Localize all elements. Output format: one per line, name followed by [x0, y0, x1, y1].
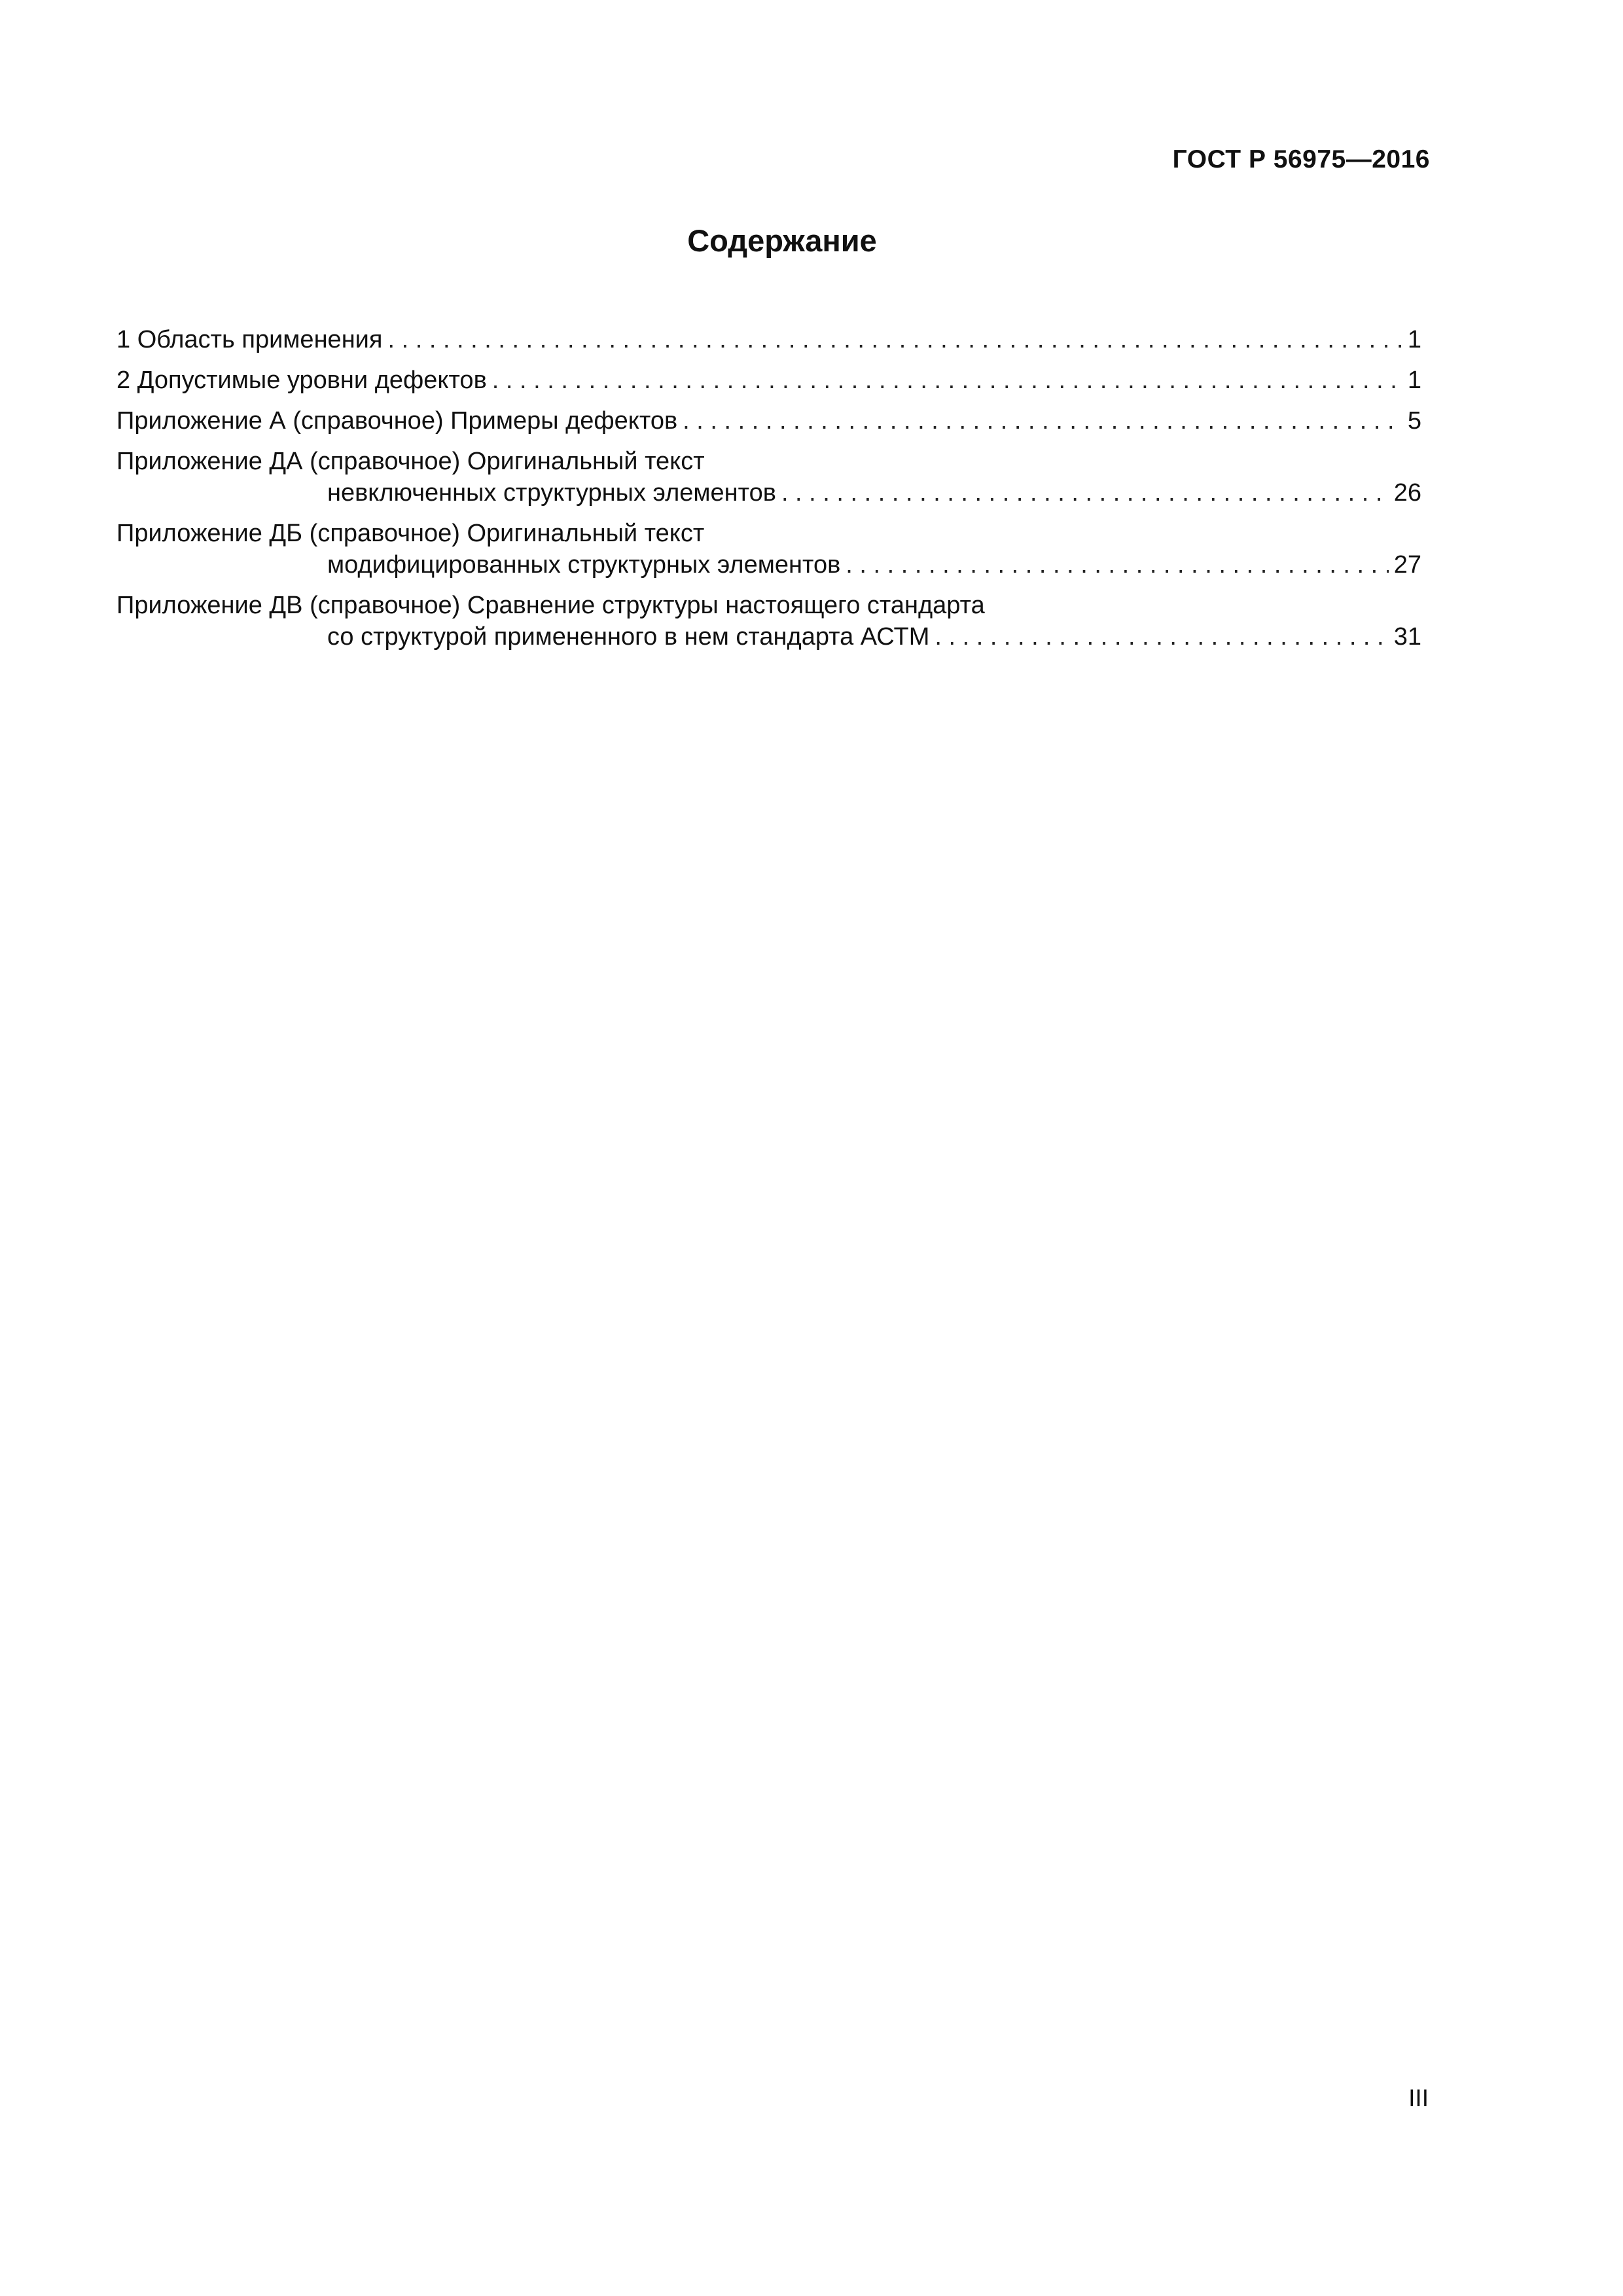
toc-entry-page: 26 — [1393, 479, 1421, 507]
dot-leader — [683, 405, 1402, 437]
toc-entry-appendix-a[interactable] — [116, 405, 1421, 437]
toc-entry-page: 5 — [1407, 407, 1421, 435]
page-number: III — [1408, 2085, 1429, 2111]
toc-entry-text-continued: невключенных структурных элементов — [327, 479, 776, 507]
dot-leader — [846, 549, 1388, 581]
toc-entry-defect-levels[interactable] — [116, 365, 1421, 396]
dot-leader — [492, 365, 1402, 396]
toc-entry-scope[interactable] — [116, 324, 1421, 355]
toc-entry-appendix-db[interactable] — [116, 518, 1421, 581]
toc-entry-text: Приложение ДВ (справочное) Сравнение структуры настоящего стандарта — [116, 592, 985, 619]
toc-entry-text-continued: со структурой примененного в нем стандарта АСТМ — [327, 623, 930, 651]
toc-entry-text: 2 Допустимые уровни дефектов — [116, 367, 487, 394]
toc-entry-page: 1 — [1407, 326, 1421, 353]
toc-title: Содержание — [687, 223, 877, 258]
dot-leader — [935, 621, 1388, 653]
toc-entry-page: 27 — [1393, 551, 1421, 579]
toc-entry-appendix-dv[interactable] — [116, 590, 1421, 653]
toc-entry-text: Приложение ДБ (справочное) Оригинальный текст — [116, 520, 705, 547]
toc-entry-appendix-da[interactable] — [116, 446, 1421, 509]
toc-entry-text: Приложение ДА (справочное) Оригинальный текст — [116, 448, 705, 475]
toc-entry-text-continued: модифицированных структурных элементов — [327, 551, 841, 579]
toc-entry-text: 1 Область применения — [116, 326, 383, 353]
dot-leader — [781, 477, 1389, 509]
toc-entry-page: 1 — [1407, 367, 1421, 394]
dot-leader — [387, 324, 1402, 355]
document-code: ГОСТ Р 56975—2016 — [1172, 145, 1430, 173]
table-of-contents — [116, 324, 1421, 662]
toc-entry-page: 31 — [1393, 623, 1421, 651]
toc-entry-text: Приложение А (справочное) Примеры дефектов — [116, 407, 678, 435]
